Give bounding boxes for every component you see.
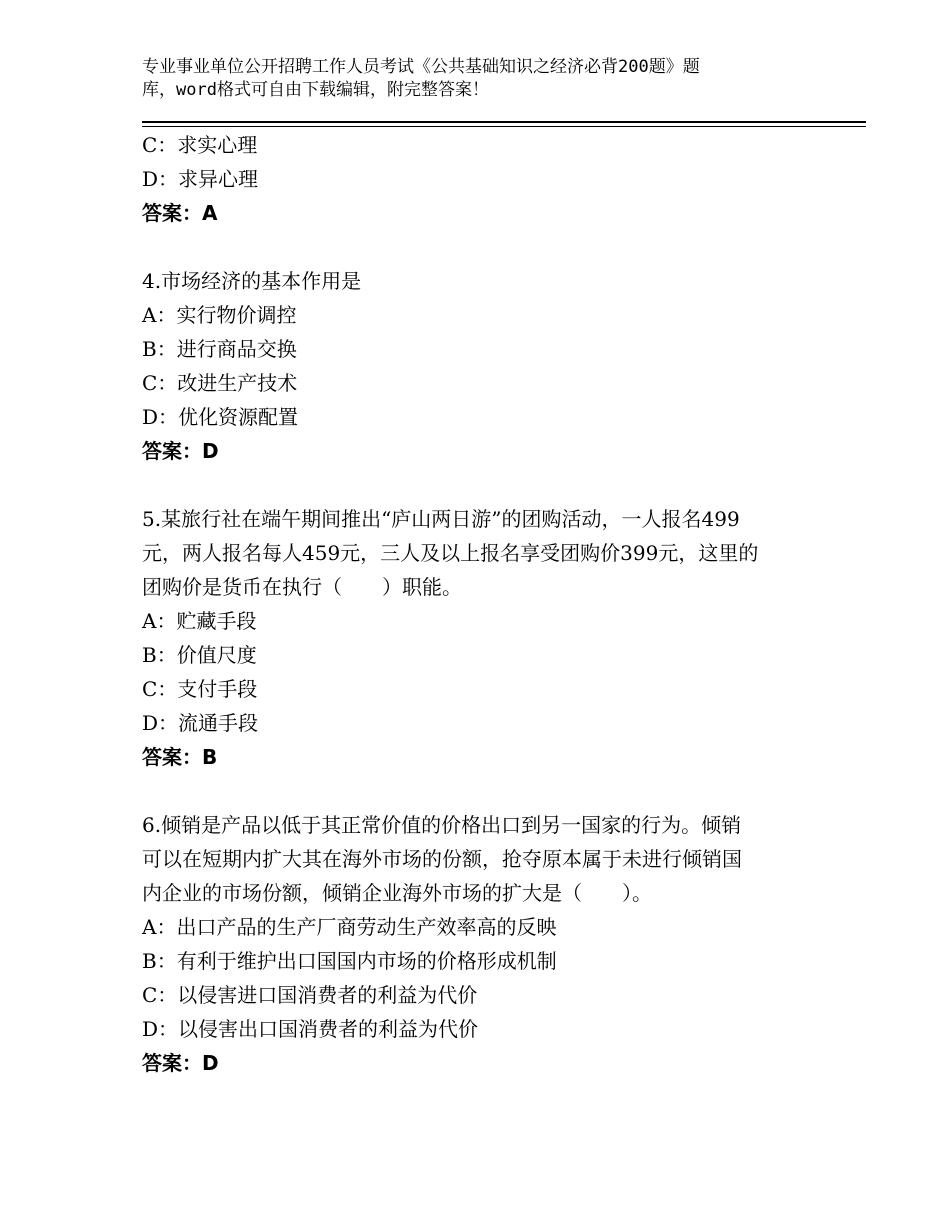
option-c: C：以侵害进口国消费者的利益为代价 [142,983,478,1007]
document-header [142,56,802,102]
option-c: C：求实心理 [142,133,258,157]
option-a: A：实行物价调控 [142,303,297,327]
answer-value: A [202,201,218,225]
header-rule-thick [142,121,866,123]
question-stem-line-1: 5.某旅行社在端午期间推出“庐山两日游”的团购活动，一人报名499 [142,507,740,531]
answer-label: 答案： [142,1051,202,1075]
question-stem-line-3: 团购价是货币在执行（ ）职能。 [142,575,462,599]
header-line-2: 库，word格式可自由下载编辑，附完整答案！ [142,80,489,100]
option-d: D：优化资源配置 [142,405,299,429]
answer-line [142,1046,822,1080]
header-line-1: 专业事业单位公开招聘工作人员考试《公共基础知识之经济必背200题》题 [142,57,700,77]
option-c: C：改进生产技术 [142,371,298,395]
option-c: C：支付手段 [142,677,258,701]
answer-value: D [202,1051,219,1075]
question-3-partial [142,128,822,230]
answer-label: 答案： [142,201,202,225]
option-a: A：贮藏手段 [142,609,257,633]
answer-value: B [202,745,218,769]
header-rule-thin [142,126,866,127]
option-b: B：进行商品交换 [142,337,297,361]
option-d: D：求异心理 [142,167,259,191]
option-a: A：出口产品的生产厂商劳动生产效率高的反映 [142,915,557,939]
option-b: B：价值尺度 [142,643,257,667]
question-4 [142,264,822,468]
answer-line [142,740,822,774]
answer-label: 答案： [142,439,202,463]
option-b: B：有利于维护出口国国内市场的价格形成机制 [142,949,557,973]
option-d: D：以侵害出口国消费者的利益为代价 [142,1017,479,1041]
question-stem: 4.市场经济的基本作用是 [142,269,362,293]
question-6 [142,808,822,1080]
question-stem-line-2: 可以在短期内扩大其在海外市场的份额，抢夺原本属于未进行倾销国 [142,847,742,871]
option-d: D：流通手段 [142,711,259,735]
answer-label: 答案： [142,745,202,769]
question-stem-line-2: 元，两人报名每人459元，三人及以上报名享受团购价399元，这里的 [142,541,759,565]
question-stem-line-1: 6.倾销是产品以低于其正常价值的价格出口到另一国家的行为。倾销 [142,813,742,837]
answer-line [142,196,822,230]
document-body [142,128,822,1080]
answer-line [142,434,822,468]
answer-value: D [202,439,219,463]
question-5 [142,502,822,774]
question-stem-line-3: 内企业的市场份额，倾销企业海外市场的扩大是（ ）。 [142,881,652,905]
